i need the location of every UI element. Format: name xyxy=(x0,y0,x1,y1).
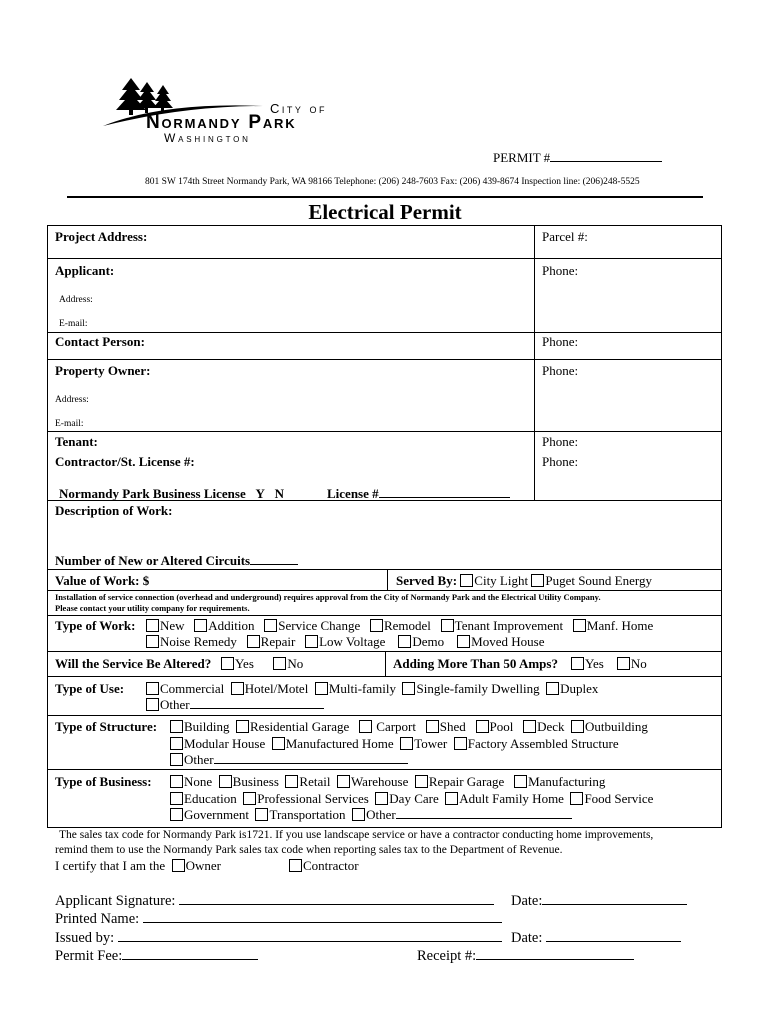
license-number-field[interactable] xyxy=(379,487,510,498)
license-yes-option[interactable]: Y xyxy=(255,486,265,501)
divider xyxy=(47,676,722,677)
notice-line-1: Installation of service connection (overhead and underground) requires approval from the City of Normandy Park and the Electrical Utility Company. xyxy=(55,592,601,602)
parcel-label: Parcel #: xyxy=(542,229,588,244)
divider xyxy=(47,590,722,591)
served-by-row: Served By: City Light Puget Sound Energy xyxy=(396,573,652,588)
applicant-phone-label: Phone: xyxy=(542,263,579,278)
receipt-field[interactable] xyxy=(476,947,634,960)
divider xyxy=(47,431,722,432)
applicant-signature-row: Applicant Signature: xyxy=(55,892,494,910)
logo-city-of: City of xyxy=(270,101,327,116)
property-owner-label: Property Owner: xyxy=(55,363,151,378)
logo-washington: Washington xyxy=(164,131,251,145)
use-other-checkbox[interactable] xyxy=(146,698,159,711)
value-of-work-label: Value of Work: $ xyxy=(55,573,150,588)
owner-phone-label: Phone: xyxy=(542,363,579,378)
service-altered-no-checkbox[interactable] xyxy=(273,657,286,670)
modular-house-checkbox[interactable] xyxy=(170,737,183,750)
logo-normandy-park: Normandy Park xyxy=(146,112,297,133)
applicant-address-label: Address: xyxy=(59,295,93,305)
structure-row-2: Modular House Manufactured Home Tower Factory Assembled Structure xyxy=(170,736,619,752)
signature-field[interactable] xyxy=(179,892,494,905)
retail-checkbox[interactable] xyxy=(285,775,298,788)
outbuilding-checkbox[interactable] xyxy=(571,720,584,733)
description-label: Description of Work: xyxy=(55,503,173,518)
manufactured-home-checkbox[interactable] xyxy=(272,737,285,750)
commercial-checkbox[interactable] xyxy=(146,682,159,695)
signature-date-field[interactable] xyxy=(542,892,687,905)
divider xyxy=(47,715,722,716)
tenant-label: Tenant: xyxy=(55,434,98,449)
tax-note-line-1: The sales tax code for Normandy Park is1721. If you use landscape service or have a contractor conducting home improvements, xyxy=(59,829,654,841)
use-other-row: Other xyxy=(146,697,324,713)
food-service-checkbox[interactable] xyxy=(570,792,583,805)
issued-date-field[interactable] xyxy=(546,929,681,942)
noise-remedy-checkbox[interactable] xyxy=(146,635,159,648)
signature-date-row: Date: xyxy=(511,892,687,910)
owner-email-label: E-mail: xyxy=(55,419,84,429)
multi-family-checkbox[interactable] xyxy=(315,682,328,695)
column-divider xyxy=(534,225,535,500)
structure-other-row: Other xyxy=(170,752,408,768)
structure-row-1: Building Residential Garage Carport Shed Pool Deck Outbuilding xyxy=(170,719,648,735)
contact-person-label: Contact Person: xyxy=(55,334,145,349)
license-no-option[interactable]: N xyxy=(274,486,284,501)
business-other-field[interactable] xyxy=(396,808,572,819)
puget-sound-energy-checkbox[interactable] xyxy=(531,574,544,587)
work-row-2: Noise Remedy Repair Low Voltage Demo Moved House xyxy=(146,634,544,650)
contractor-phone-label: Phone: xyxy=(542,454,579,469)
demo-checkbox[interactable] xyxy=(398,635,411,648)
deck-checkbox[interactable] xyxy=(523,720,536,733)
carport-checkbox[interactable] xyxy=(359,720,372,733)
government-checkbox[interactable] xyxy=(170,808,183,821)
use-other-field[interactable] xyxy=(190,698,324,709)
owner-address-label: Address: xyxy=(55,395,89,405)
receipt-row: Receipt #: xyxy=(417,947,634,965)
day-care-checkbox[interactable] xyxy=(375,792,388,805)
certify-contractor: Contractor xyxy=(289,858,359,874)
issued-by-row: Issued by: xyxy=(55,929,502,947)
structure-other-field[interactable] xyxy=(214,753,408,764)
factory-assembled-checkbox[interactable] xyxy=(454,737,467,750)
work-row-1: New Addition Service Change Remodel Tenant Improvement Manf. Home xyxy=(146,618,653,634)
divider xyxy=(47,615,722,616)
tenant-improvement-checkbox[interactable] xyxy=(441,619,454,632)
new-checkbox[interactable] xyxy=(146,619,159,632)
divider xyxy=(47,332,722,333)
pool-checkbox[interactable] xyxy=(476,720,489,733)
contact-phone-label: Phone: xyxy=(542,334,579,349)
project-address-label: Project Address: xyxy=(55,229,148,244)
duplex-checkbox[interactable] xyxy=(546,682,559,695)
city-light-checkbox[interactable] xyxy=(460,574,473,587)
type-of-structure-label: Type of Structure: xyxy=(55,719,158,734)
service-change-checkbox[interactable] xyxy=(264,619,277,632)
type-of-business-label: Type of Business: xyxy=(55,774,152,789)
service-altered-row: Will the Service Be Altered? Yes No xyxy=(55,656,304,671)
amps-no-checkbox[interactable] xyxy=(617,657,630,670)
tax-note-line-2: remind them to use the Normandy Park sales tax code when reporting sales tax to the Department of Revenue. xyxy=(55,844,563,856)
adult-family-home-checkbox[interactable] xyxy=(445,792,458,805)
type-of-use-label: Type of Use: xyxy=(55,681,125,696)
addition-checkbox[interactable] xyxy=(194,619,207,632)
education-checkbox[interactable] xyxy=(170,792,183,805)
license-number: License # xyxy=(327,486,510,502)
divider xyxy=(47,359,722,360)
circuits-field[interactable] xyxy=(250,554,298,565)
printed-name-field[interactable] xyxy=(143,910,502,923)
page-title: Electrical Permit xyxy=(308,200,462,224)
owner-checkbox[interactable] xyxy=(172,859,185,872)
issued-by-field[interactable] xyxy=(118,929,502,942)
printed-name-row: Printed Name: xyxy=(55,910,502,928)
service-altered-yes-checkbox[interactable] xyxy=(221,657,234,670)
business-row-3: Government Transportation Other xyxy=(170,807,572,823)
permit-number: PERMIT # xyxy=(493,150,662,166)
remodel-checkbox[interactable] xyxy=(370,619,383,632)
low-voltage-checkbox[interactable] xyxy=(305,635,318,648)
business-row-2: Education Professional Services Day Care Adult Family Home Food Service xyxy=(170,791,653,807)
divider xyxy=(47,569,722,570)
manf-home-checkbox[interactable] xyxy=(573,619,586,632)
use-row-1: Commercial Hotel/Motel Multi-family Single-family Dwelling Duplex xyxy=(146,681,598,697)
residential-garage-checkbox[interactable] xyxy=(236,720,249,733)
business-license-row: Normandy Park Business License Y N xyxy=(59,486,284,501)
shed-checkbox[interactable] xyxy=(426,720,439,733)
applicant-label: Applicant: xyxy=(55,263,115,278)
applicant-email-label: E-mail: xyxy=(59,319,88,329)
column-divider xyxy=(387,569,388,590)
issued-date-row: Date: xyxy=(511,929,681,947)
permit-fee-row: Permit Fee: xyxy=(55,947,258,965)
circuits-row: Number of New or Altered Circuits xyxy=(55,553,298,569)
repair-checkbox[interactable] xyxy=(247,635,260,648)
divider xyxy=(47,769,722,770)
moved-house-checkbox[interactable] xyxy=(457,635,470,648)
certify-row: I certify that I am the Owner xyxy=(55,858,221,873)
tenant-phone-label: Phone: xyxy=(542,434,579,449)
building-checkbox[interactable] xyxy=(170,720,183,733)
manufacturing-checkbox[interactable] xyxy=(514,775,527,788)
repair-garage-checkbox[interactable] xyxy=(415,775,428,788)
single-family-checkbox[interactable] xyxy=(402,682,415,695)
type-of-work-label: Type of Work: xyxy=(55,618,136,633)
permit-fee-field[interactable] xyxy=(122,947,258,960)
structure-other-checkbox[interactable] xyxy=(170,753,183,766)
permit-number-field[interactable] xyxy=(550,151,662,162)
header-divider xyxy=(67,196,703,198)
warehouse-checkbox[interactable] xyxy=(337,775,350,788)
adding-amps-row: Adding More Than 50 Amps? Yes No xyxy=(393,656,647,671)
hotel-motel-checkbox[interactable] xyxy=(231,682,244,695)
divider xyxy=(47,258,722,259)
professional-services-checkbox[interactable] xyxy=(243,792,256,805)
contractor-label: Contractor/St. License #: xyxy=(55,454,195,469)
amps-yes-checkbox[interactable] xyxy=(571,657,584,670)
business-other-checkbox[interactable] xyxy=(352,808,365,821)
business-checkbox[interactable] xyxy=(219,775,232,788)
contractor-checkbox[interactable] xyxy=(289,859,302,872)
tower-checkbox[interactable] xyxy=(400,737,413,750)
transportation-checkbox[interactable] xyxy=(255,808,268,821)
contact-line: 801 SW 174th Street Normandy Park, WA 98166 Telephone: (206) 248-7603 Fax: (206) 439-8674 Inspection line: (206)248-5525 xyxy=(145,177,640,187)
column-divider xyxy=(385,651,386,676)
notice-line-2: Please contact your utility company for requirements. xyxy=(55,603,250,613)
none-checkbox[interactable] xyxy=(170,775,183,788)
business-row-1: None Business Retail Warehouse Repair Garage Manufacturing xyxy=(170,774,605,790)
